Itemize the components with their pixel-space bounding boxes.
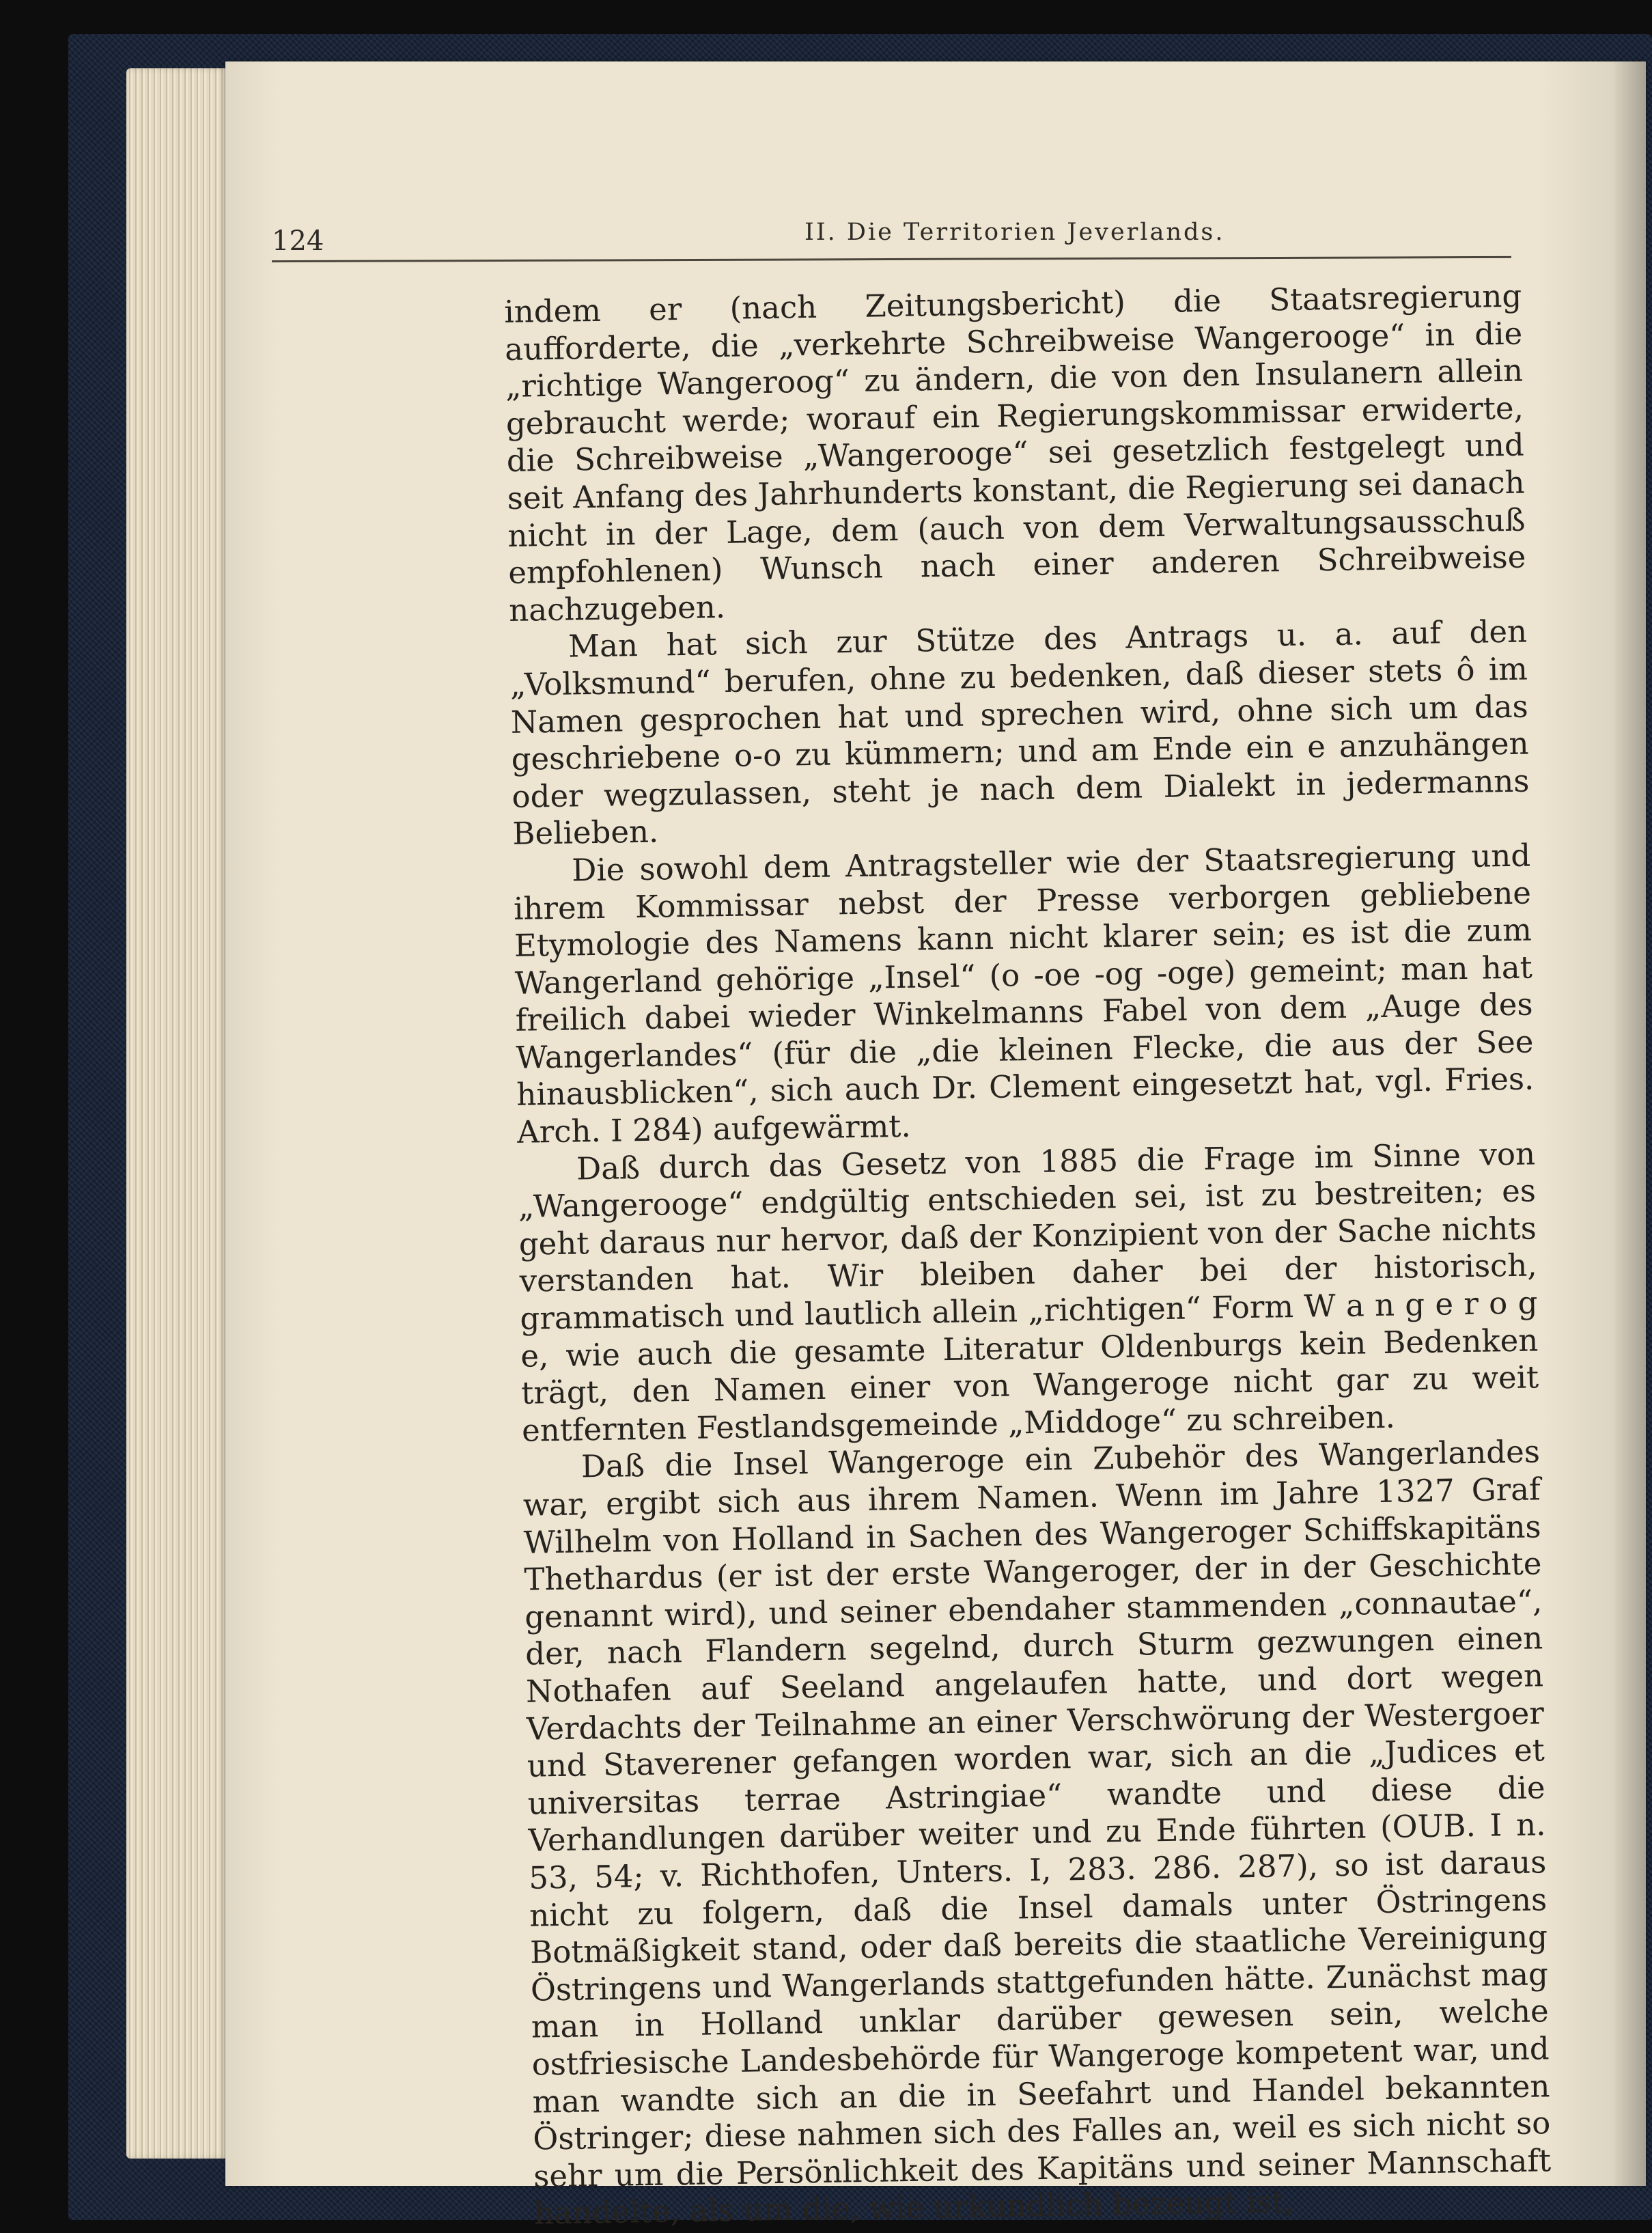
paragraph-4: Daß durch das Gesetz von 1885 die Frage im Sinne von „Wangerooge“ endgültig entschieden sei, ist zu bestreiten; es geht daraus nur hervor, daß der Konzipient von der Sache nichts verstanden hat. Wir bleiben daher bei der historisch, grammatisch und lautlich allein „richtigen“ Form W a n g e r o g e, wie auch die gesamte Literatur Oldenburgs kein Bedenken trägt, den Namen einer von Wangeroge nicht gar zu weit entfernten Festlandsgemeinde „Middoge“ zu schreiben. [518, 1135, 1539, 1449]
page-header [272, 219, 1527, 260]
page-number: 124 [272, 225, 324, 257]
paragraph-3: Die sowohl dem Antragsteller wie der Staatsregierung und ihrem Kommissar nebst der Presse verborgen gebliebene Etymologie des Namens kann nicht klarer sein; es ist die zum Wangerland gehörige „Insel“ (o -oe -og -oge) gemeint; man hat freilich dabei wieder Winkelmanns Fabel von dem „Auge des Wangerlandes“ (für die „die kleinen Flecke, die aus der See hinausblicken“, sich auch Dr. Clement eingesetzt hat, vgl. Fries. Arch. I 284) aufgewärmt. [513, 837, 1535, 1150]
running-head: II. Die Territorien Jeverlands. [804, 219, 1225, 246]
paragraph-5: Daß die Insel Wangeroge ein Zubehör des Wangerlandes war, ergibt sich aus ihrem Namen. Wenn im Jahre 1327 Graf Wilhelm von Holland in Sachen des Wangeroger Schiffskapitäns Thethardus (er ist der erste Wangeroger, der in der Geschichte genannt wird), und seiner ebendaher stammenden „connautae“, der, nach Flandern segelnd, durch Sturm gezwungen einen Nothafen auf Seeland angelaufen hatte, und dort wegen Verdachts der Teilnahme an einer Verschwörung der Westergoer und Staverener gefangen worden war, sich an die „Judices et universitas terrae Astringiae“ wandte und diese die Verhandlungen darüber weiter und zu Ende führten (OUB. I n. 53, 54; v. Richthofen, Unters. I, 283. 286. 287), so ist daraus nicht zu folgern, daß die Insel damals unter Östringens Botmäßigkeit stand, oder daß bereits die staatliche Vereinigung Östringens und Wangerlands stattgefunden hätte. Zunächst mag man in Holland unklar darüber gewesen sein, welche ostfriesische Landesbehörde für Wangeroge kompetent war, und man wandte sich an die in Seefahrt und Handel bekannten Östringer; diese nahmen sich des Falles an, weil es sich nicht so sehr um die Persönlichkeit des Kapitäns und seiner Mannschaft handelte, als um die, wie urkundlich bezeugt ist, [522, 1433, 1552, 2232]
paragraph-2: Man hat sich zur Stütze des Antrags u. a. auf den „Volksmund“ berufen, ohne zu bedenken, daß dieser stets ô im Namen gesprochen hat und sprechen wird, ohne sich um das geschriebene o-o zu kümmern; und am Ende ein e anzuhängen oder wegzulassen, steht je nach dem Dialekt in jedermanns Belieben. [509, 613, 1530, 852]
gutter-shadow [1612, 61, 1646, 2186]
paragraph-1: indem er (nach Zeitungsbericht) die Staatsregierung aufforderte, die „verkehrte Schreibweise Wangerooge“ in die „richtige Wangeroog“ zu ändern, die von den Insulanern allein gebraucht werde; worauf ein Regierungskommissar erwiderte, die Schreibweise „Wangerooge“ sei gesetzlich festgelegt und seit Anfang des Jahrhunderts konstant, die Regierung sei danach nicht in der Lage, dem (auch von dem Verwaltungsausschuß empfohlenen) Wunsch nach einer anderen Schreibweise nachzugeben. [504, 277, 1526, 628]
body-text [504, 278, 1552, 2233]
page-edges [126, 68, 229, 2159]
